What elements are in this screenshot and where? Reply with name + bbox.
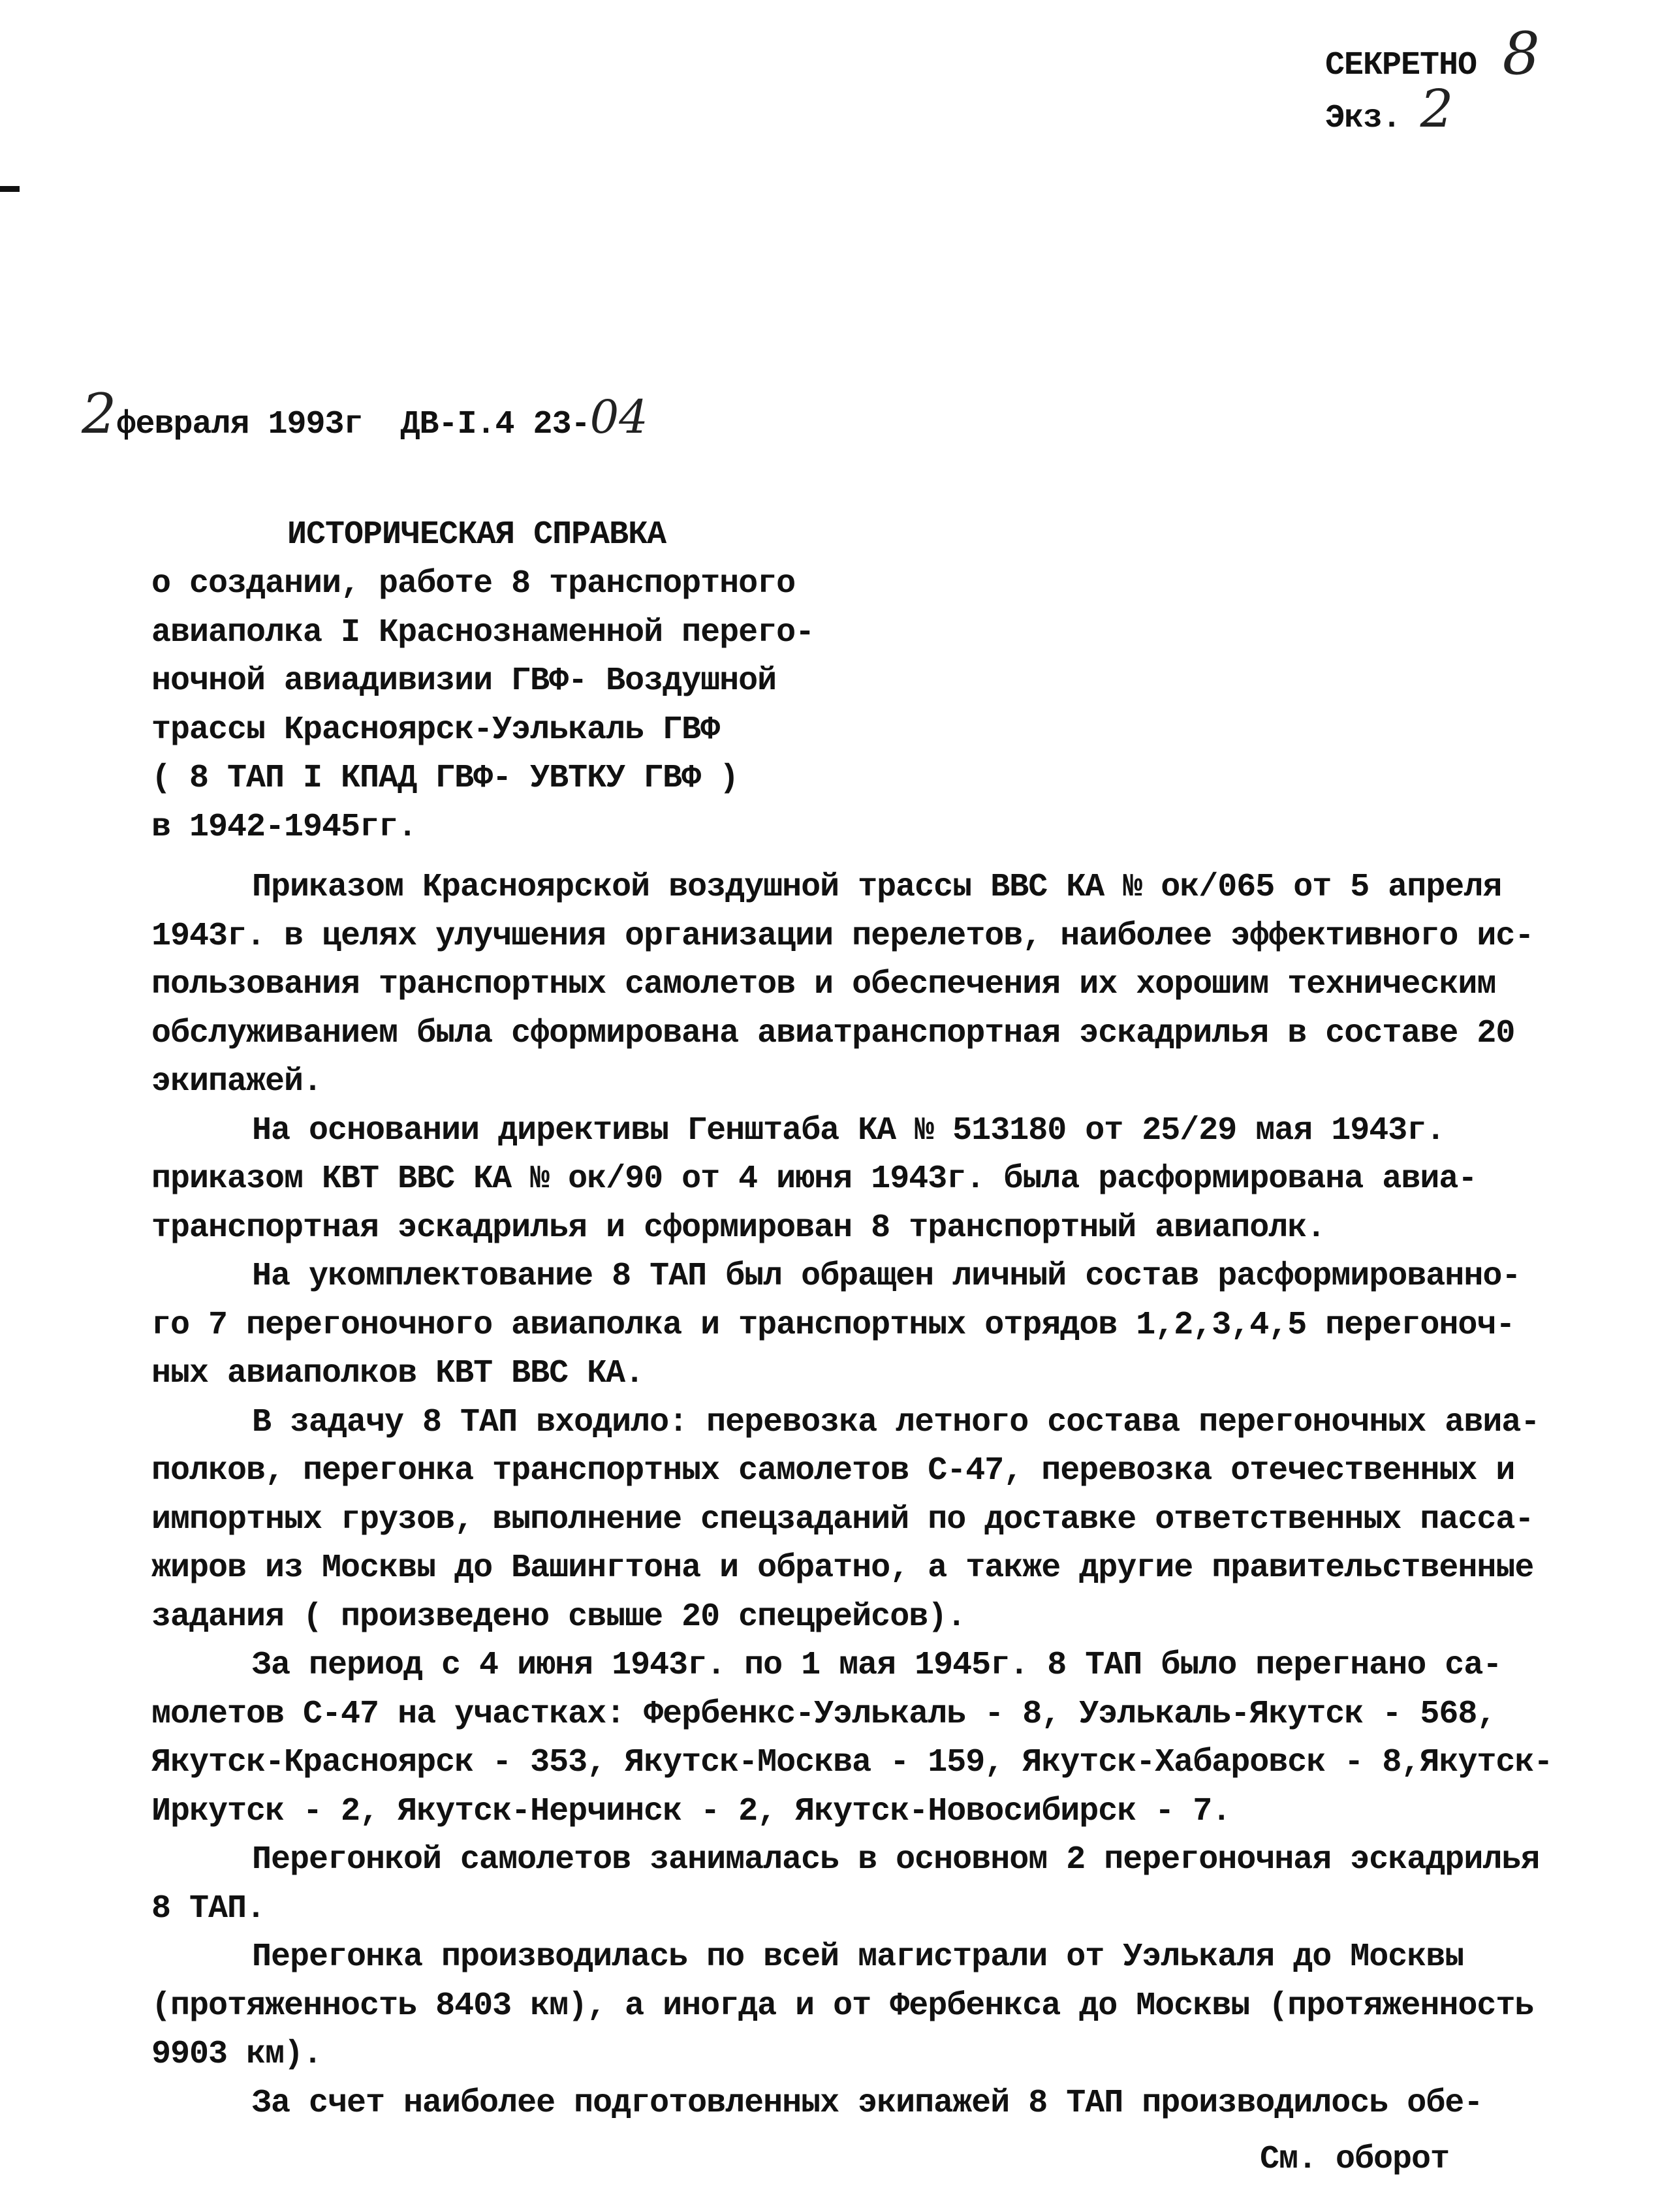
subtitle-line: авиаполка I Краснознаменной перего-	[151, 614, 815, 651]
subtitle-line: трассы Красноярск-Уэлькаль ГВФ	[151, 711, 720, 749]
classification-stamp	[1325, 20, 1540, 137]
classification-label: СЕКРЕТНО	[1325, 47, 1477, 84]
body-line: импортных грузов, выполнение спецзаданий по доставке ответственных пасса-	[151, 1501, 1534, 1538]
body-line: Перегонка производилась по всей магистрали от Уэлькаля до Москвы	[252, 1939, 1464, 1976]
body-line: (протяженность 8403 км), а иногда и от Фербенкса до Москвы (протяженность	[151, 1987, 1534, 2025]
document-title: ИСТОРИЧЕСКАЯ СПРАВКА	[287, 516, 666, 553]
body-line: Якутск-Красноярск - 353, Якутск-Москва - 159, Якутск-Хабаровск - 8,Якутск-	[151, 1744, 1553, 1781]
body-line: На укомплектование 8 ТАП был обращен личный состав расформированно-	[252, 1258, 1521, 1295]
body-line: жиров из Москвы до Вашингтона и обратно, а также другие правительственные	[151, 1550, 1534, 1587]
body-line: экипажей.	[151, 1063, 322, 1100]
date-and-reference: февраля 1993г ДВ-I.4 23-	[116, 406, 590, 443]
document-dateline	[82, 382, 648, 450]
body-line: ных авиаполков КВТ ВВС КА.	[151, 1355, 644, 1392]
body-line: транспортная эскадрилья и сформирован 8 транспортный авиаполк.	[151, 1209, 1326, 1247]
body-line: полков, перегонка транспортных самолетов С-47, перевозка отечественных и	[151, 1452, 1515, 1489]
copy-label: Экз.	[1325, 100, 1402, 137]
subtitle-line: ( 8 ТАП I КПАД ГВФ- УВТКУ ГВФ )	[151, 760, 739, 797]
document-body	[151, 864, 1614, 2128]
body-line: пользования транспортных самолетов и обеспечения их хорошим техническим	[151, 966, 1496, 1003]
scan-edge-mark	[0, 186, 20, 192]
body-line: Перегонкой самолетов занималась в основном 2 перегоночная эскадрилья	[252, 1841, 1540, 1878]
body-line: обслуживанием была сформирована авиатранспортная эскадрилья в составе 20	[151, 1014, 1515, 1052]
handwritten-sheet-number: 8	[1502, 20, 1540, 88]
body-line: молетов С-47 на участках: Фербенкс-Уэлькаль - 8, Уэлькаль-Якутск - 568,	[151, 1695, 1496, 1733]
body-line: 9903 км).	[151, 2036, 322, 2073]
handwritten-reference-suffix: 04	[589, 390, 648, 444]
handwritten-day: 2	[82, 382, 117, 446]
body-line: приказом КВТ ВВС КА № ок/90 от 4 июня 1943г. была расформирована авиа-	[151, 1161, 1477, 1198]
document-subtitle	[151, 560, 814, 852]
body-line: го 7 перегоночного авиаполка и транспортных отрядов 1,2,3,4,5 перегоноч-	[151, 1306, 1515, 1344]
continued-overleaf-note: См. оборот	[1260, 2141, 1450, 2178]
body-line: На основании директивы Генштаба КА № 513180 от 25/29 мая 1943г.	[252, 1112, 1445, 1149]
body-line: 8 ТАП.	[151, 1890, 266, 1927]
subtitle-line: о создании, работе 8 транспортного	[151, 565, 796, 602]
body-line: За период с 4 июня 1943г. по 1 мая 1945г. 8 ТАП было перегнано са-	[252, 1647, 1502, 1684]
subtitle-line: ночной авиадивизии ГВФ- Воздушной	[151, 662, 777, 700]
body-line: В задачу 8 ТАП входило: перевозка летного состава перегоночных авиа-	[252, 1403, 1540, 1441]
body-line: Иркутск - 2, Якутск-Нерчинск - 2, Якутск-Новосибирск - 7.	[151, 1792, 1231, 1830]
body-line: задания ( произведено свыше 20 спецрейсов).	[151, 1598, 966, 1636]
body-line: За счет наиболее подготовленных экипажей 8 ТАП производилось обе-	[252, 2084, 1483, 2122]
handwritten-copy-number: 2	[1420, 78, 1454, 139]
body-line: Приказом Красноярской воздушной трассы ВВС КА № ок/065 от 5 апреля	[252, 869, 1502, 906]
body-line: 1943г. в целях улучшения организации перелетов, наиболее эффективного ис-	[151, 917, 1534, 955]
subtitle-line: в 1942-1945гг.	[151, 808, 417, 846]
